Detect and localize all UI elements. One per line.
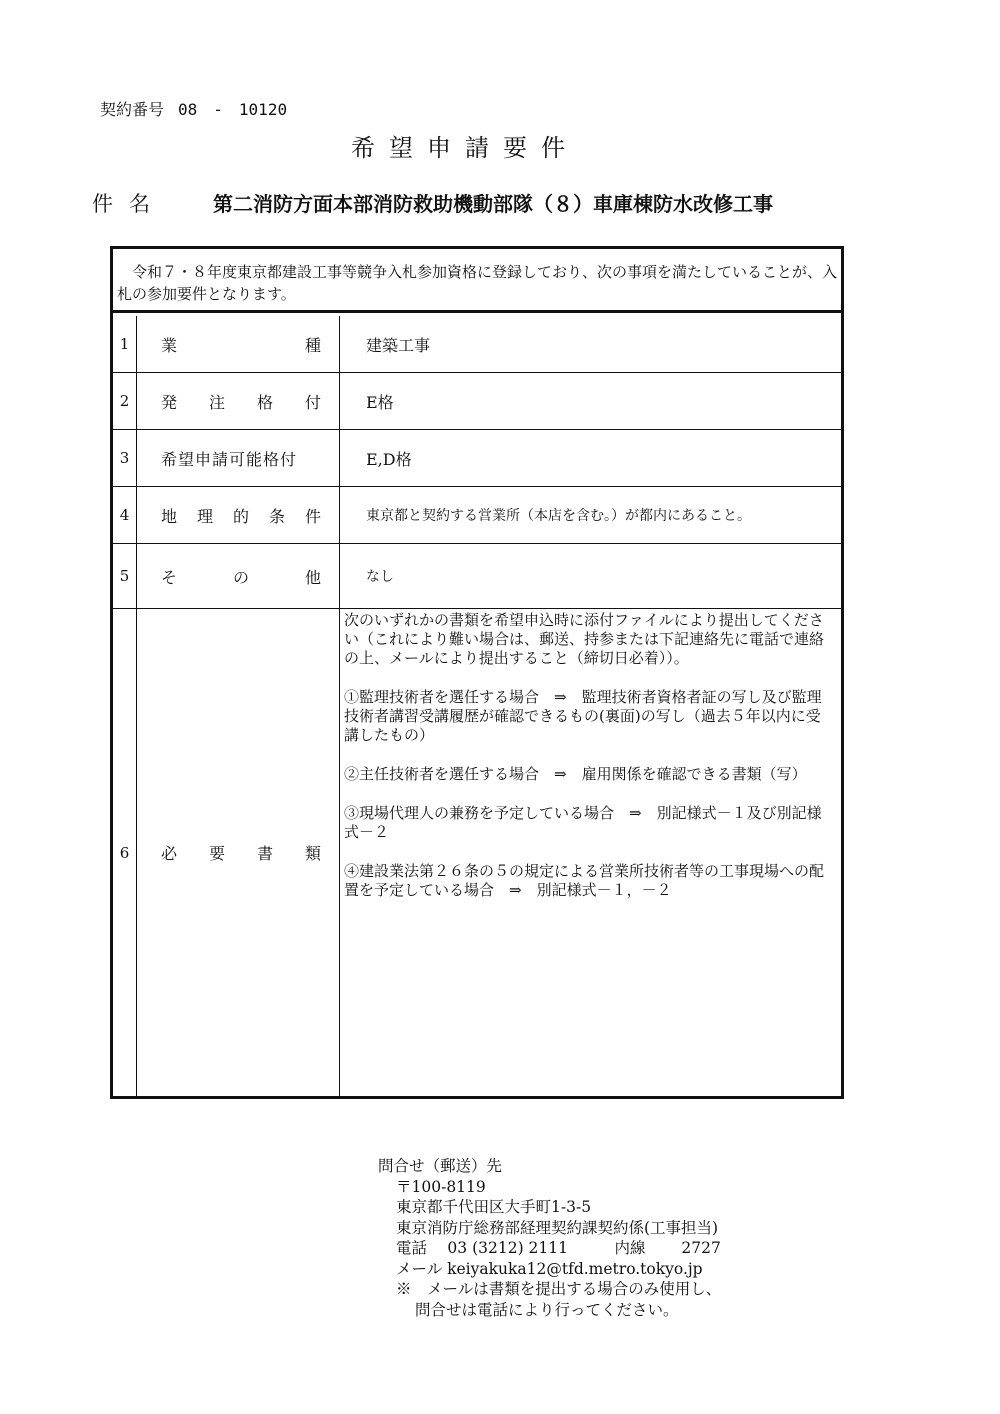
row-label-text: 書 bbox=[256, 844, 273, 863]
row-label-text: 注 bbox=[208, 392, 225, 412]
row-number: 6 bbox=[113, 609, 137, 1096]
row-label bbox=[137, 430, 340, 486]
documents-item: ③現場代理人の兼務を予定している場合 ⇒ 別記様式－１及び別記様式－２ bbox=[344, 804, 822, 841]
row-label bbox=[137, 487, 340, 543]
row-label-text: 条 bbox=[268, 506, 285, 526]
table-row bbox=[113, 609, 841, 1096]
row-number: 1 bbox=[113, 316, 137, 372]
table-row bbox=[113, 373, 841, 430]
intro-text: 令和７・８年度東京都建設工事等競争入札参加資格に登録しており、次の事項を満たしていることが、入札の参加要件となります。 bbox=[113, 249, 841, 313]
row-label-text: そ bbox=[161, 567, 178, 587]
row-label-text: 付 bbox=[304, 392, 321, 412]
row-label-text: 要 bbox=[208, 844, 225, 863]
subject-value: 第二消防方面本部消防救助機動部隊（８）車庫棟防水改修工事 bbox=[213, 192, 773, 216]
contact-email[interactable]: メール keiyakuka12@tfd.metro.tokyo.jp bbox=[396, 1259, 703, 1278]
contact-address: 東京都千代田区大手町1-3-5 bbox=[396, 1198, 592, 1216]
documents-item: ①監理技術者を選任する場合 ⇒ 監理技術者資格者証の写し及び監理技術者講習受講履歴が確認できるもの(裏面)の写し（過去５年以内に受講したもの） bbox=[344, 688, 822, 744]
document-title: 希望申請要件 bbox=[351, 134, 579, 162]
row-number: 5 bbox=[113, 544, 137, 608]
documents-intro: 次のいずれかの書類を希望申込時に添付ファイルにより提出してください（これにより難い場合は、郵送、持参または下記連絡先に電話で連絡の上、メールにより提出すること（締切日必着））。 bbox=[344, 611, 825, 667]
contact-heading: 問合せ（郵送）先 bbox=[378, 1157, 503, 1175]
row-label-text: 必 bbox=[161, 844, 178, 863]
row-value: 建築工事 bbox=[366, 335, 431, 355]
row-label-text: 理 bbox=[196, 506, 213, 526]
row-label-text: 件 bbox=[304, 506, 321, 526]
documents-item: ②主任技術者を選任する場合 ⇒ 雇用関係を確認できる書類（写） bbox=[344, 765, 807, 783]
row-label-text: 発 bbox=[161, 392, 178, 412]
row-number: 4 bbox=[113, 487, 137, 543]
contact-note: 問合せは電話により行ってください。 bbox=[415, 1300, 679, 1319]
subject-label: 件名 bbox=[92, 192, 166, 216]
row-value: なし bbox=[366, 569, 394, 585]
row-value: 東京都と契約する営業所（本店を含む。）が都内にあること。 bbox=[366, 508, 751, 524]
row-label-text: 的 bbox=[232, 506, 249, 526]
row-value: E,D格 bbox=[366, 449, 412, 469]
contact-department: 東京消防庁総務部経理契約課契約係(工事担当) bbox=[396, 1218, 719, 1237]
row-number: 3 bbox=[113, 430, 137, 486]
contract-number bbox=[100, 97, 287, 120]
requirements-table bbox=[110, 246, 844, 1099]
row-label bbox=[137, 544, 340, 608]
row-label bbox=[137, 373, 340, 429]
row-label bbox=[137, 609, 340, 1096]
table-row bbox=[113, 487, 841, 544]
contact-phone: 電話 03 (3212) 2111 内線 2727 bbox=[396, 1239, 721, 1257]
contract-number-label: 契約番号 bbox=[100, 100, 165, 119]
row-label-text: 種 bbox=[304, 335, 321, 355]
contact-note: ※ メールは書類を提出する場合のみ使用し、 bbox=[396, 1280, 722, 1298]
contact-postal-code: 〒100-8119 bbox=[396, 1177, 486, 1196]
row-label-text: 業 bbox=[161, 335, 178, 355]
row-number: 2 bbox=[113, 373, 137, 429]
table-row bbox=[113, 430, 841, 487]
table-row bbox=[113, 316, 841, 373]
contact-block bbox=[378, 1156, 721, 1320]
row-label-text: 希望申請可能格付 bbox=[161, 449, 298, 469]
row-label-text: の bbox=[232, 567, 249, 587]
required-documents bbox=[340, 609, 841, 1096]
row-label bbox=[137, 316, 340, 372]
row-label-text: 地 bbox=[161, 506, 178, 526]
row-value: E格 bbox=[366, 392, 394, 412]
table-row bbox=[113, 544, 841, 609]
row-label-text: 他 bbox=[304, 567, 321, 587]
row-label-text: 格 bbox=[256, 392, 273, 412]
contract-number-value: 08 - 10120 bbox=[178, 100, 288, 119]
row-label-text: 類 bbox=[304, 844, 321, 863]
documents-item: ④建設業法第２６条の５の規定による営業所技術者等の工事現場への配置を予定している場合 ⇒ 別記様式－１，－２ bbox=[344, 862, 825, 899]
